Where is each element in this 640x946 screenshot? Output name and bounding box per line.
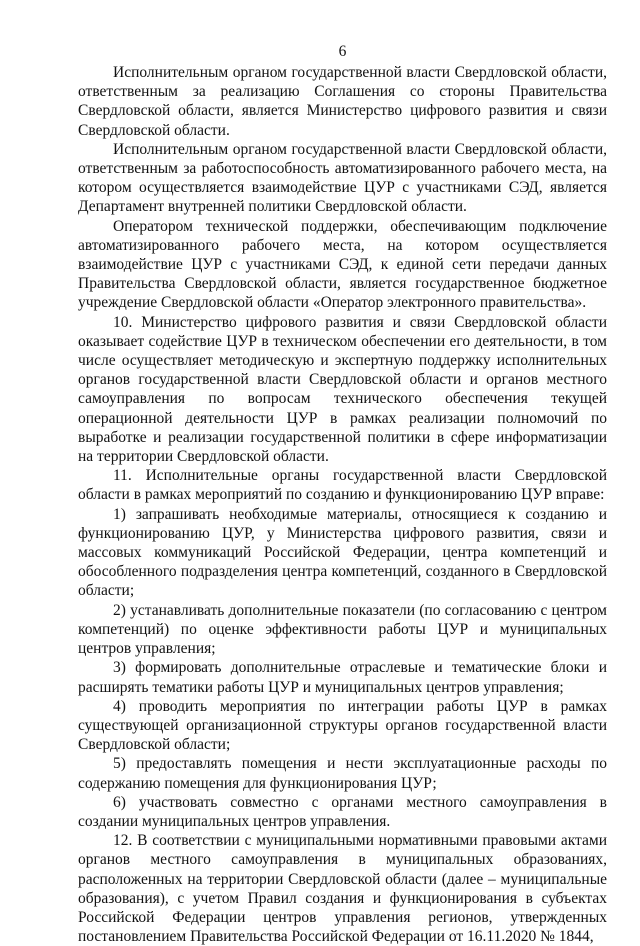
paragraph-clause-11-item-4: 4) проводить мероприятия по интеграции работы ЦУР в рамках существующей организационной структуры органов государственной власти Свердловской области; (78, 697, 607, 754)
paragraph-responsible-ministry: Исполнительным органом государственной власти Свердловской области, ответственным за реализацию Соглашения со стороны Правительства Свердловской области, является Министерство цифрового развития и связи Свердловской области. (78, 64, 607, 139)
paragraph-clause-10: 10. Министерство цифрового развития и связи Свердловской области оказывает содействие ЦУР в техническом обеспечении его деятельности, в том числе осуществляет методическую и экспертную поддержку исполнительных органов государственной власти Свердловской области и органов местного самоуправления по вопросам технического обеспечения текущей операционной деятельности ЦУР в рамках реализации полномочий по выработке и реализации государственной политики в сфере информатизации на территории Свердловской области. (78, 313, 607, 466)
paragraph-clause-12: 12. В соответствии с муниципальными нормативными правовыми актами органов местного самоуправления в муниципальных образованиях, расположенных на территории Свердловской области (далее – муниципальные образования), с учетом Правил создания и функционирования в субъектах Российской Федерации центров управления регионов, утвержденных постановлением Правительства Российской Федерации от 16.11.2020 № 1844, (78, 832, 607, 946)
paragraph-responsible-department: Исполнительным органом государственной власти Свердловской области, ответственным за работоспособность автоматизированного рабочего места, на котором осуществляется взаимодействие ЦУР с участниками СЭД, является Департамент внутренней политики Свердловской области. (78, 140, 607, 216)
paragraph-clause-11-item-5: 5) предоставлять помещения и нести эксплуатационные расходы по содержанию помещения для функционирования ЦУР; (78, 755, 607, 792)
paragraph-clause-11-item-1: 1) запрашивать необходимые материалы, относящиеся к созданию и функционированию ЦУР, у Министерства цифрового развития, связи и массовых коммуникаций Российской Федерации, центра компетенций и обособленного подразделения центра компетенций, созданного в Свердловской области; (78, 505, 607, 600)
paragraph-clause-11-item-2: 2) устанавливать дополнительные показатели (по согласованию с центром компетенций) по оценке эффективности работы ЦУР и муниципальных центров управления; (78, 601, 607, 658)
paragraph-clause-11-item-3: 3) формировать дополнительные отраслевые и тематические блоки и расширять тематики работы ЦУР и муниципальных центров управления; (78, 659, 607, 696)
page-number: 6 (338, 43, 347, 60)
paragraph-clause-11: 11. Исполнительные органы государственной власти Свердловской области в рамках мероприятий по созданию и функционированию ЦУР вправе: (78, 467, 607, 504)
paragraph-clause-11-item-6: 6) участвовать совместно с органами местного самоуправления в создании муниципальных центров управления. (78, 793, 607, 830)
paragraph-tech-support-operator: Оператором технической поддержки, обеспечивающим подключение автоматизированного рабочего места, на котором осуществляется взаимодействие ЦУР с участниками СЭД, к единой сети передачи данных Правительства Свердловской области, является государственное бюджетное учреждение Свердловской области «Оператор электронного правительства». (78, 217, 607, 312)
